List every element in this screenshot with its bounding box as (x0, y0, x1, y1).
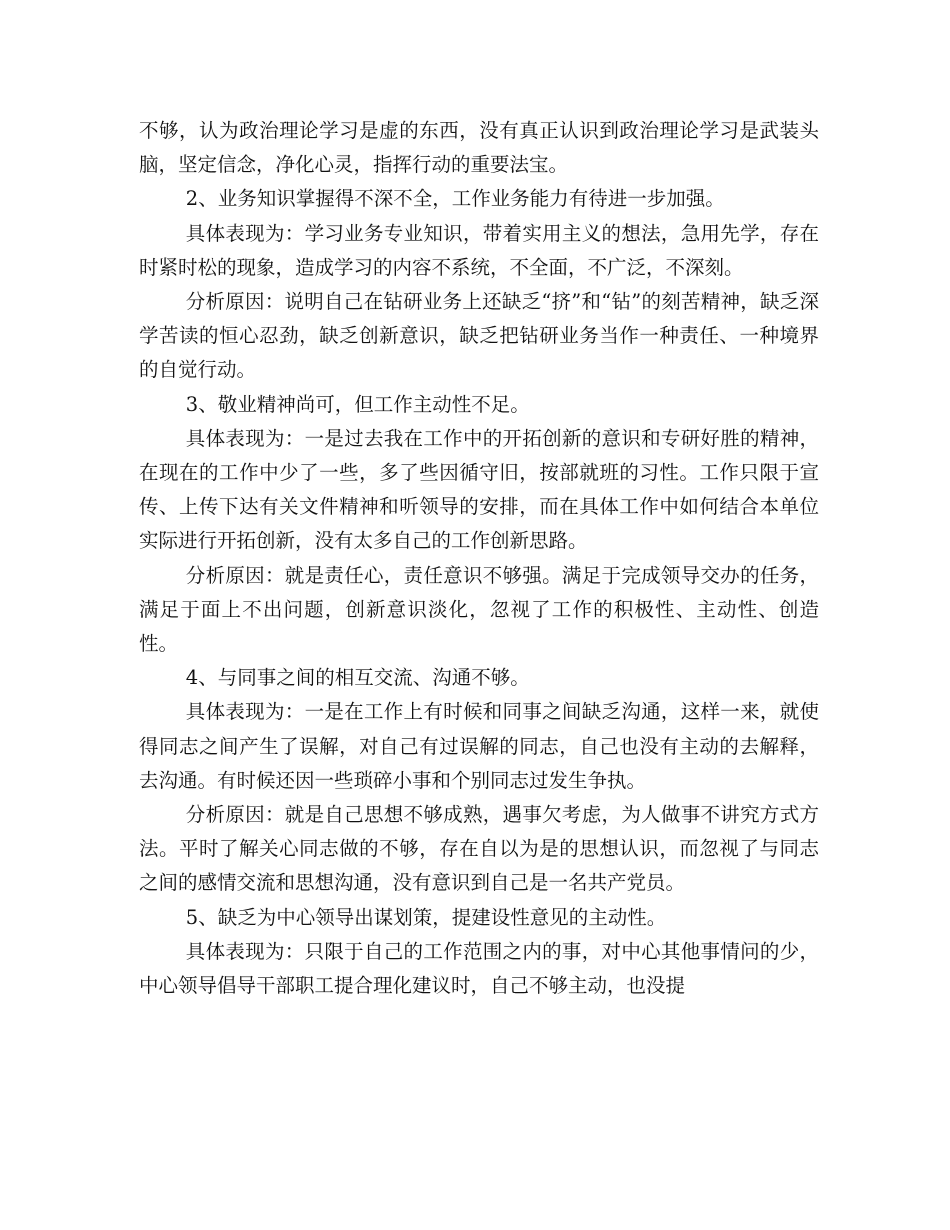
paragraph-manifestation-4: 具体表现为：一是在工作上有时候和同事之间缺乏沟通，这样一来，就使得同志之间产生了误解，对自己有过误解的同志，自己也没有主动的去解释，去沟通。有时候还因一些琐碎小事和个别同志过发生争执。 (139, 700, 819, 792)
paragraph-analysis-3: 分析原因：就是责任心，责任意识不够强。满足于完成领导交办的任务，满足于面上不出问题，创新意识淡化，忽视了工作的积极性、主动性、创造性。 (139, 563, 819, 656)
paragraph-manifestation-3: 具体表现为：一是过去我在工作中的开拓创新的意识和专研好胜的精神，在现在的工作中少了一些，多了些因循守旧，按部就班的习性。工作只限于宣传、上传下达有关文件精神和听领导的安排，而在具体工作中如何结合本单位实际进行开拓创新，没有太多自己的工作创新思路。 (139, 426, 819, 553)
paragraph-heading-3: 3、敬业精神尚可，但工作主动性不足。 (185, 392, 530, 416)
paragraph-manifestation-2: 具体表现为：学习业务专业知识，带着实用主义的想法，急用先学，存在时紧时松的现象，造成学习的内容不系统，不全面，不广泛，不深刻。 (139, 221, 819, 279)
paragraph-heading-5: 5、缺乏为中心领导出谋划策，提建设性意见的主动性。 (185, 905, 667, 929)
paragraph-continuation: 不够，认为政治理论学习是虚的东西，没有真正认识到政治理论学习是武装头脑，坚定信念，净化心灵，指挥行动的重要法宝。 (139, 119, 819, 177)
paragraph-analysis-2: 分析原因：说明自己在钻研业务上还缺乏“挤”和“钻”的刻苦精神，缺乏深学苦读的恒心忍劲，缺乏创新意识，缺乏把钻研业务当作一种责任、一种境界的自觉行动。 (139, 290, 819, 382)
document-body (139, 114, 819, 1003)
paragraph-heading-4: 4、与同事之间的相互交流、沟通不够。 (185, 666, 530, 690)
paragraph-analysis-4: 分析原因：就是自己思想不够成熟，遇事欠考虑，为人做事不讲究方式方法。平时了解关心同志做的不够，存在自以为是的思想认识，而忽视了与同志之间的感情交流和思想沟通，没有意识到自己是一名共产党员。 (139, 803, 819, 895)
paragraph-heading-2: 2、业务知识掌握得不深不全，工作业务能力有待进一步加强。 (185, 187, 725, 211)
paragraph-manifestation-5: 具体表现为：只限于自己的工作范围之内的事，对中心其他事情问的少，中心领导倡导干部职工提合理化建议时，自己不够主动，也没提 (139, 939, 819, 998)
